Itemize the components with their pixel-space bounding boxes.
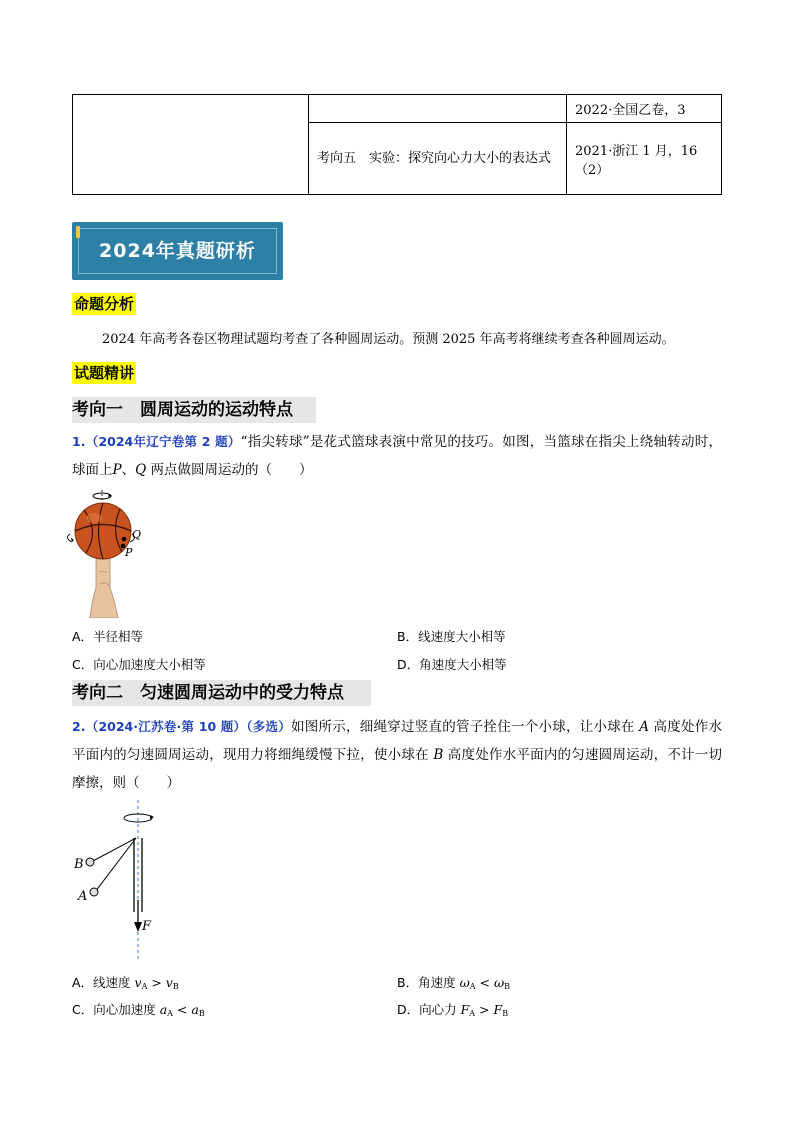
table-cell-source: 2022·全国乙卷，3: [567, 95, 722, 123]
table-cell-empty: [73, 95, 309, 195]
table-cell-source: 2021·浙江 1 月，16（2）: [567, 123, 722, 195]
point-a-label: A: [78, 889, 88, 904]
section-banner: [72, 222, 283, 280]
basketball-figure: [66, 488, 156, 618]
option-c[interactable]: C．向心加速度大小相等: [72, 657, 206, 672]
question-number: 1.: [72, 434, 86, 449]
point-p-label: P: [125, 546, 133, 559]
option-a[interactable]: A．半径相等: [72, 629, 144, 644]
analysis-heading: 命题分析: [74, 295, 135, 313]
point-q-label: Q: [132, 528, 142, 541]
table-cell-topic: 考向五 实验：探究向心力大小的表达式: [309, 123, 567, 195]
analysis-text: 2024 年高考各卷区物理试题均考查了各种圆周运动。预测 2025 年高考将继续考查各种圆周运动。: [102, 332, 675, 347]
option-a[interactable]: A．线速度 $v_A > v_B$: [72, 975, 179, 991]
exam-table: [72, 94, 722, 195]
section-title: 考向一 圆周运动的运动特点: [72, 397, 316, 423]
option-b[interactable]: B．角速度 $\omega_A < \omega_B$: [397, 975, 511, 991]
question-source: （2024·江苏卷·第 10 题）（多选）: [85, 719, 292, 734]
question-1: 1.（2024年辽宁卷第 2 题）“指尖转球”是花式篮球表演中常见的技巧。如图，当篮球在指尖上绕轴转动时，球面上P、Q 两点做圆周运动的（ ）: [72, 434, 722, 478]
option-c[interactable]: C．向心加速度 $a_A < a_B$: [72, 1002, 205, 1018]
point-b-label: B: [74, 857, 84, 872]
option-b[interactable]: B．线速度大小相等: [397, 629, 506, 644]
banner-title: 2024年真题研析: [99, 240, 256, 262]
force-f-label: F: [142, 919, 152, 934]
table-cell-empty: [309, 95, 567, 123]
option-d[interactable]: D．向心力 $F_A > F_B$: [397, 1002, 509, 1018]
tube-figure: [70, 800, 180, 960]
section-title: 考向二 匀速圆周运动中的受力特点: [72, 680, 371, 706]
question-2: 2.（2024·江苏卷·第 10 题）（多选）如图所示，细绳穿过竖直的管子拴住一个小球，让小球在 A 高度处作水平面内的匀速圆周运动，现用力将细绳缓慢下拉，使小球在 B 高度处作水平面内的匀速圆周运动，不计一切摩擦，则（ ）: [72, 719, 723, 791]
question-source: （2024年辽宁卷第 2 题）: [85, 434, 241, 449]
lecture-heading: 试题精讲: [74, 364, 135, 382]
question-number: 2.: [72, 719, 86, 734]
option-d[interactable]: D．角速度大小相等: [397, 657, 507, 672]
